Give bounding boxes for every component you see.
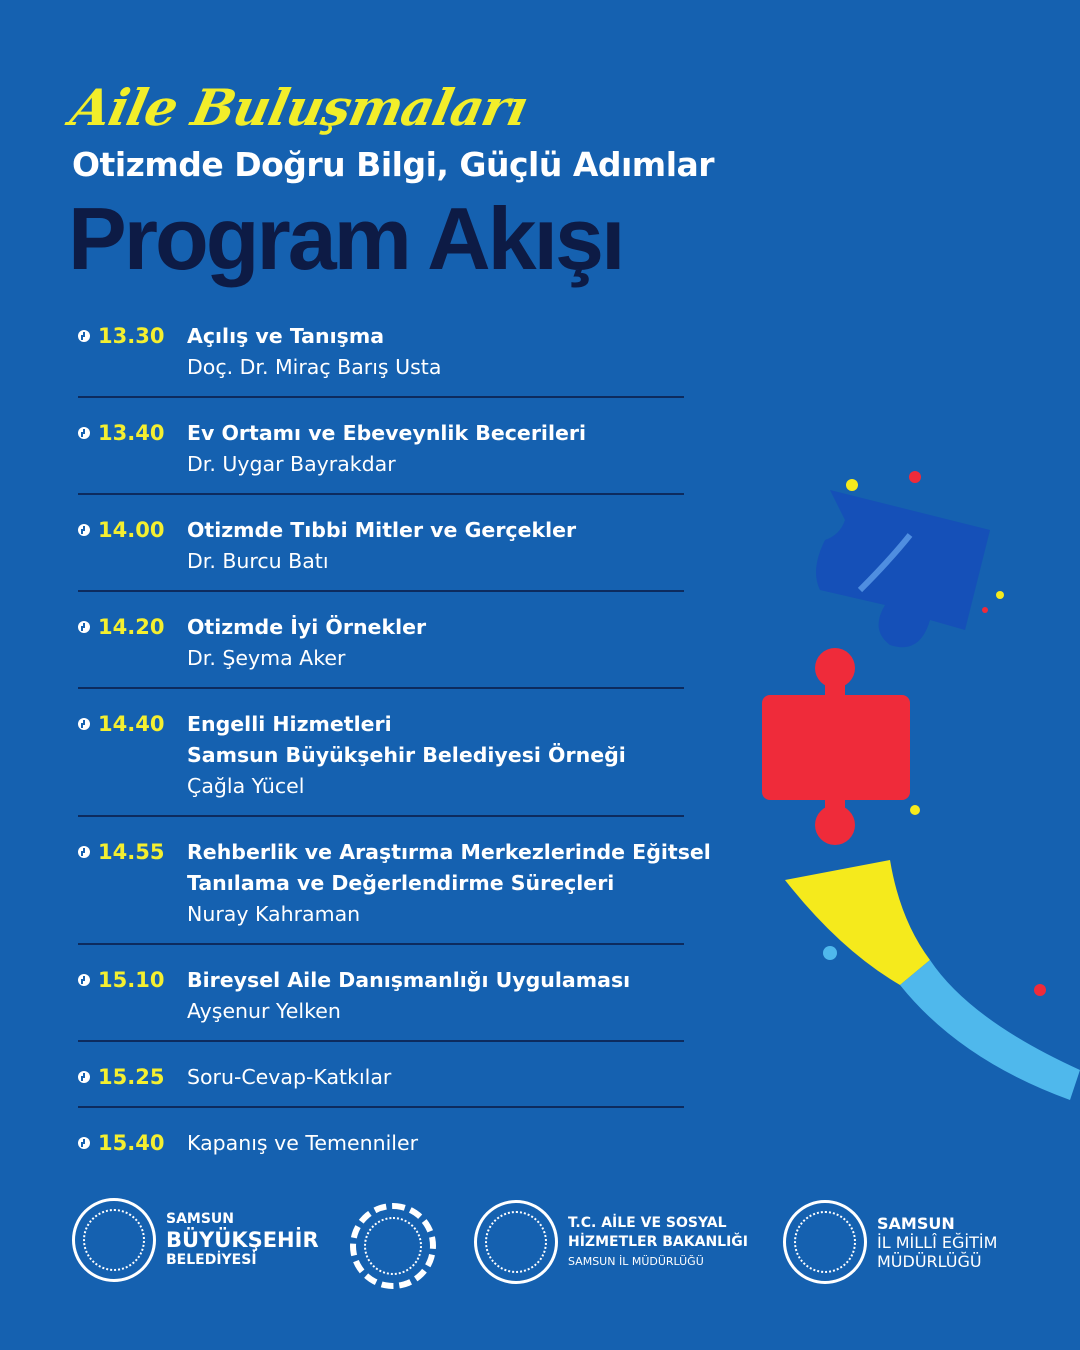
program-item xyxy=(78,1042,684,1108)
partner-logos xyxy=(0,1195,1080,1295)
program-item xyxy=(78,592,684,689)
asb-line-2: HİZMETLER BAKANLIĞI xyxy=(568,1233,748,1250)
speaker-name: Dr. Burcu Batı xyxy=(187,549,329,573)
sbb-line-3: BELEDİYESİ xyxy=(166,1252,257,1268)
session-title: Otizmde İyi Örnekler xyxy=(187,615,427,639)
meb-line-1: SAMSUN xyxy=(877,1213,955,1233)
program-time: 15.40 xyxy=(98,1131,165,1155)
program-time: 14.55 xyxy=(98,840,165,864)
program-time: 14.00 xyxy=(98,518,165,542)
speaker-name: Çağla Yücel xyxy=(187,774,305,798)
speaker-name: Doç. Dr. Miraç Barış Usta xyxy=(187,355,442,379)
program-item xyxy=(78,495,684,592)
clock-icon xyxy=(78,1071,90,1083)
program-item xyxy=(78,398,684,495)
clock-icon xyxy=(78,846,90,858)
session-title: Samsun Büyükşehir Belediyesi Örneği xyxy=(187,743,626,767)
puzzle-piece-red xyxy=(762,648,910,845)
page-title: Program Akışı xyxy=(68,189,623,288)
omu-seal-icon xyxy=(350,1203,436,1289)
program-time: 13.40 xyxy=(98,421,165,445)
clock-icon xyxy=(78,974,90,986)
meb-line-3: MÜDÜRLÜĞÜ xyxy=(877,1251,982,1271)
session-title: Otizmde Tıbbi Mitler ve Gerçekler xyxy=(187,518,577,542)
program-time: 15.25 xyxy=(98,1065,165,1089)
speaker-name: Nuray Kahraman xyxy=(187,902,361,926)
sbb-seal-icon xyxy=(72,1198,156,1282)
script-title: Aile Buluşmaları xyxy=(65,78,533,137)
program-item xyxy=(78,817,711,945)
speaker-name: Kapanış ve Temenniler xyxy=(187,1131,419,1155)
clock-icon xyxy=(78,427,90,439)
program-item xyxy=(78,689,684,817)
clock-icon xyxy=(78,621,90,633)
session-title: Ev Ortamı ve Ebeveynlik Becerileri xyxy=(187,421,587,445)
speaker-name: Soru-Cevap-Katkılar xyxy=(187,1065,392,1089)
asb-line-1: T.C. AİLE VE SOSYAL xyxy=(568,1214,727,1231)
sbb-line-1: SAMSUN xyxy=(166,1211,235,1227)
program-item xyxy=(78,301,684,398)
clock-icon xyxy=(78,1137,90,1149)
logo-milli-egitim xyxy=(783,1200,997,1284)
speaker-name: Ayşenur Yelken xyxy=(187,999,341,1023)
sbb-line-2: BÜYÜKŞEHİR xyxy=(166,1228,319,1252)
clock-icon xyxy=(78,330,90,342)
program-time: 15.10 xyxy=(98,968,165,992)
session-title: Engelli Hizmetleri xyxy=(187,712,392,736)
logo-aile-sosyal-hizmetler xyxy=(474,1200,748,1284)
program-item xyxy=(78,1108,684,1172)
asb-seal-icon xyxy=(474,1200,558,1284)
puzzle-piece-yellow xyxy=(785,860,1080,1100)
puzzle-piece-blue xyxy=(816,490,990,647)
speaker-name: Dr. Uygar Bayrakdar xyxy=(187,452,396,476)
program-time: 13.30 xyxy=(98,324,165,348)
clock-icon xyxy=(78,524,90,536)
session-title: Tanılama ve Değerlendirme Süreçleri xyxy=(187,871,615,895)
puzzle-illustration xyxy=(740,440,1080,1100)
program-list xyxy=(78,301,718,1172)
meb-line-2: İL MİLLÎ EĞİTİM xyxy=(877,1232,998,1252)
meb-seal-icon xyxy=(783,1200,867,1284)
speaker-name: Dr. Şeyma Aker xyxy=(187,646,346,670)
logo-omu xyxy=(350,1203,436,1289)
program-time: 14.40 xyxy=(98,712,165,736)
subtitle: Otizmde Doğru Bilgi, Güçlü Adımlar xyxy=(72,145,715,184)
asb-line-3: SAMSUN İL MÜDÜRLÜĞÜ xyxy=(568,1254,704,1268)
program-time: 14.20 xyxy=(98,615,165,639)
program-item xyxy=(78,945,684,1042)
clock-icon xyxy=(78,718,90,730)
session-title: Açılış ve Tanışma xyxy=(187,324,385,348)
logo-samsun-buyuksehir xyxy=(72,1198,319,1282)
session-title: Rehberlik ve Araştırma Merkezlerinde Eğitsel xyxy=(187,840,711,864)
session-title: Bireysel Aile Danışmanlığı Uygulaması xyxy=(187,968,631,992)
